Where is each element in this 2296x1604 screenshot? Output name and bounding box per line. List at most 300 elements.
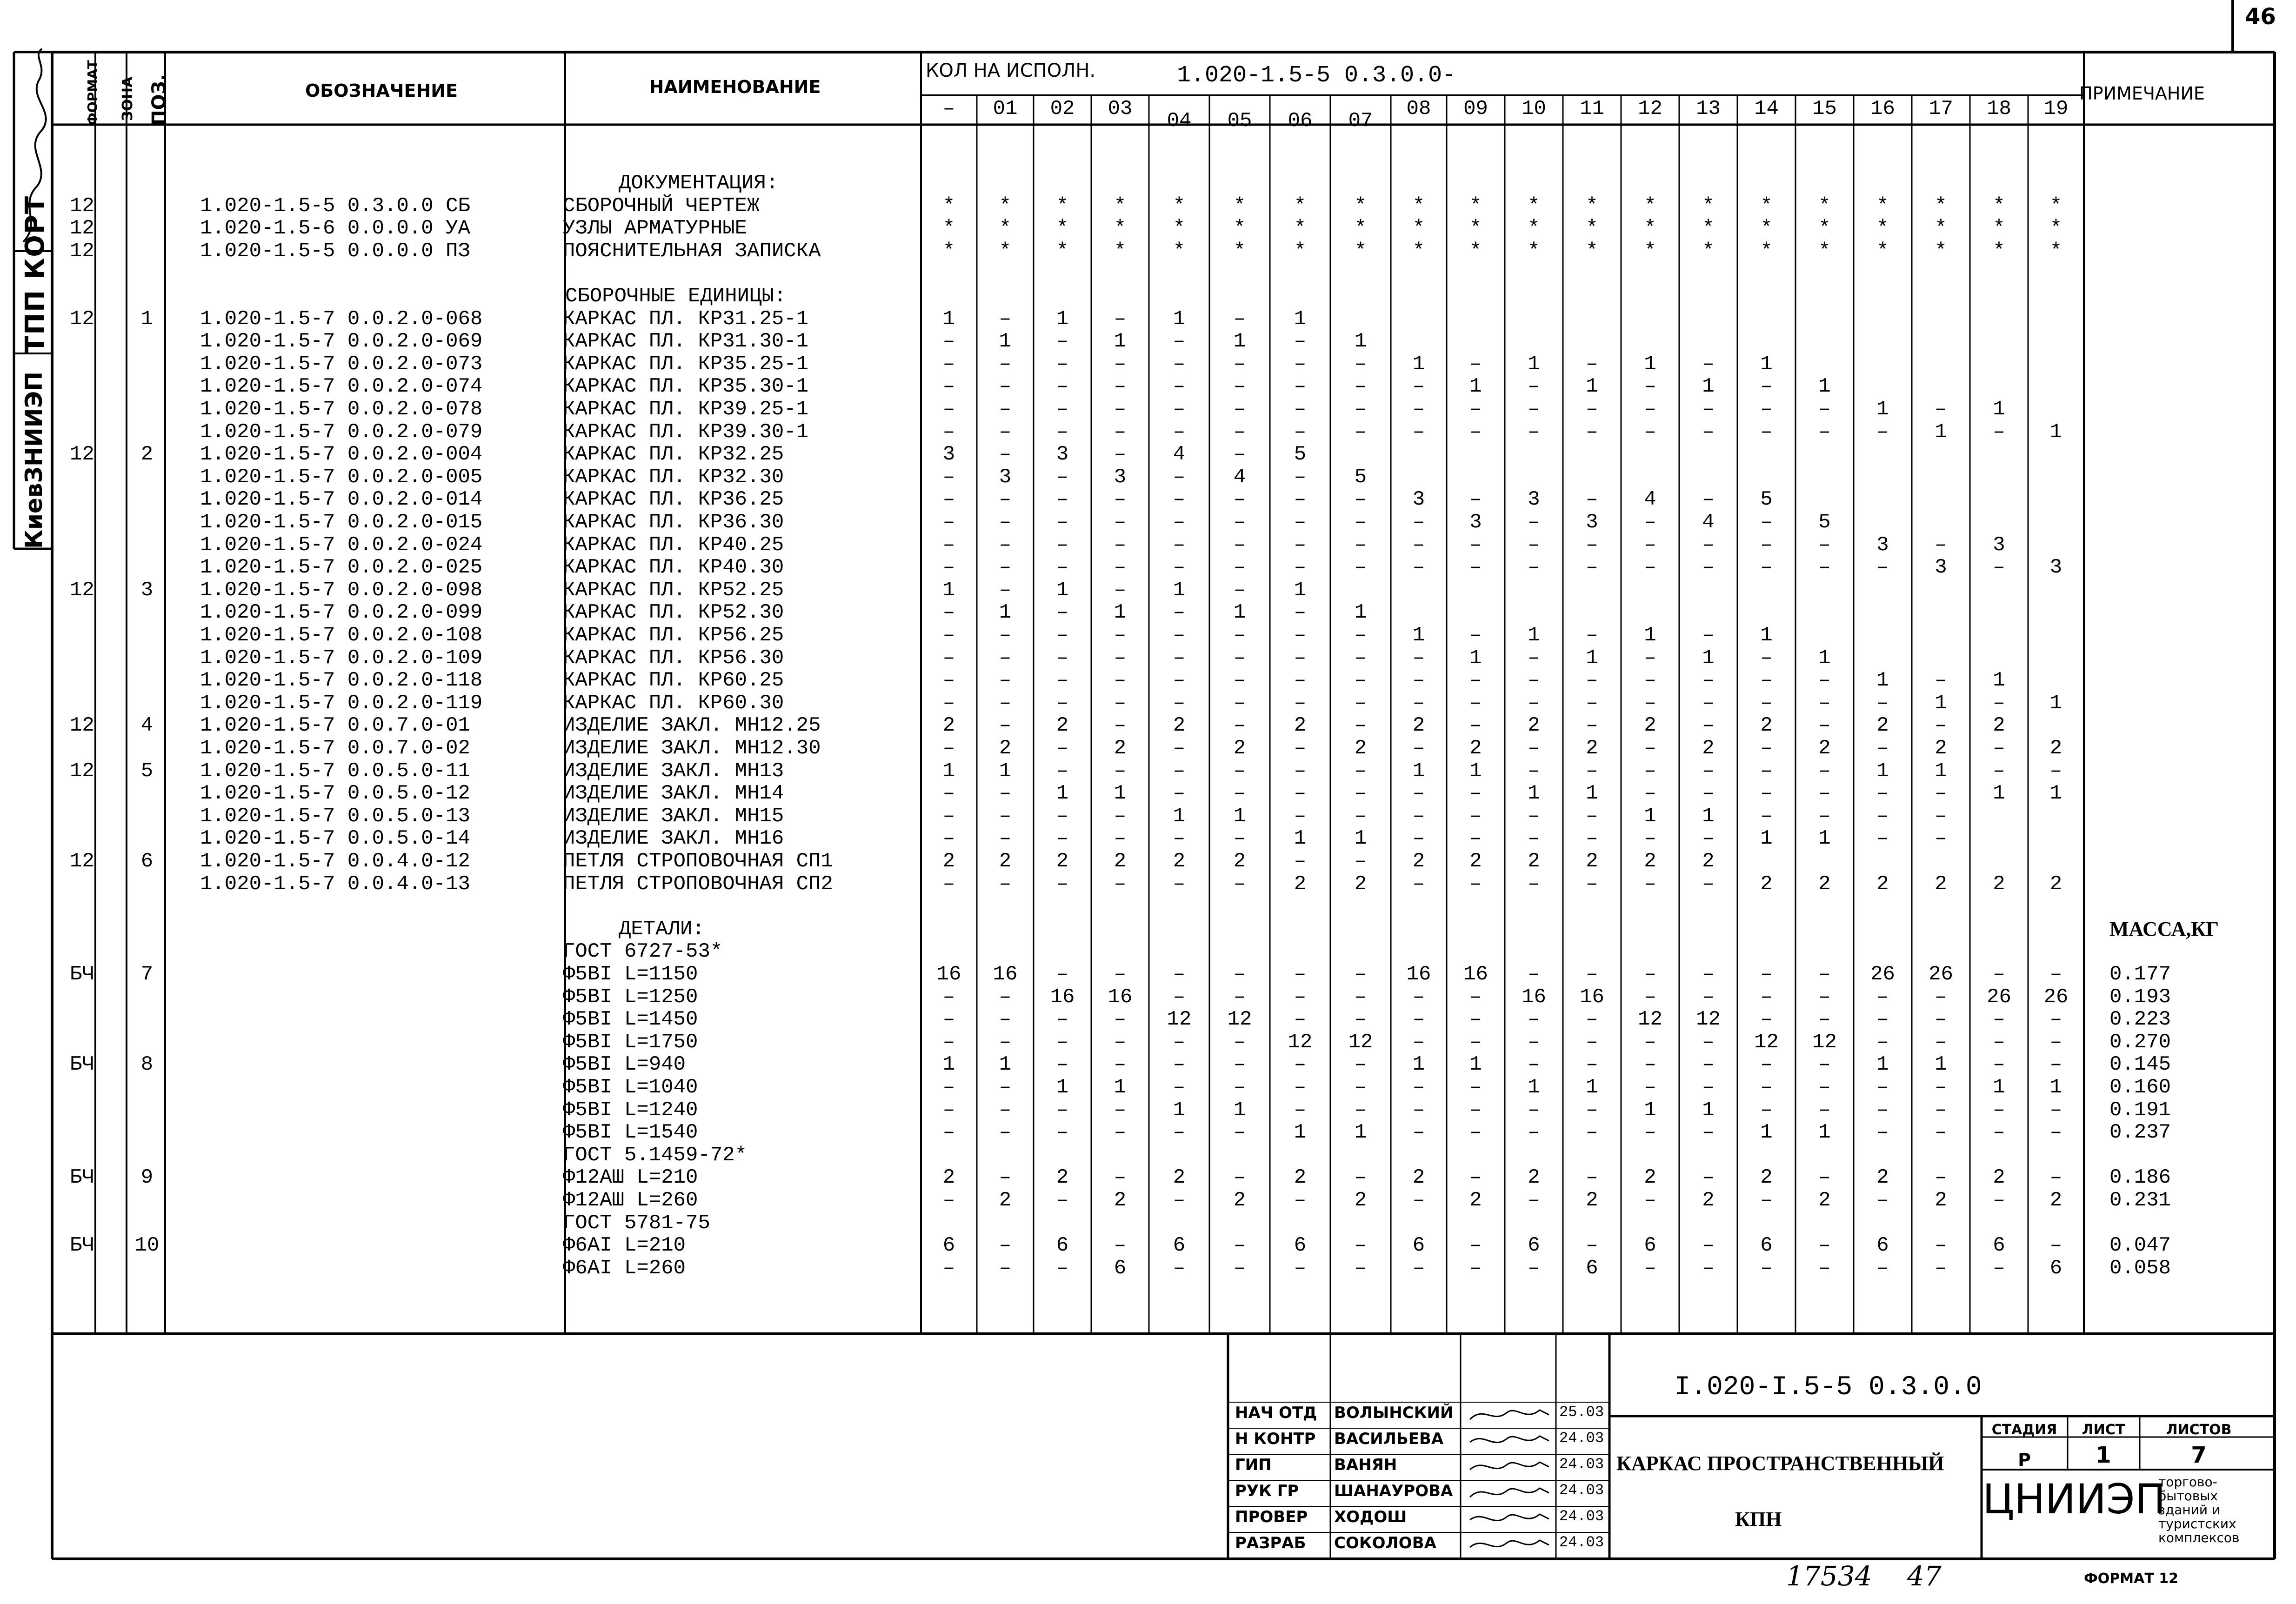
qty-cell: – — [1114, 963, 1127, 986]
row-name: ПОЯСНИТЕЛЬНАЯ ЗАПИСКА — [563, 239, 821, 263]
row-name: Ф5BI L=1750 — [563, 1030, 698, 1054]
row-designation: 1.020-1.5-7 0.0.2.0-014 — [200, 488, 483, 512]
qty-cell: – — [1760, 804, 1773, 828]
qty-cell: 26 — [2043, 985, 2069, 1009]
qty-cell: – — [1294, 624, 1307, 647]
qty-cell: – — [1056, 1189, 1069, 1212]
qty-cell: – — [1528, 556, 1540, 579]
qty-cell: * — [1993, 217, 2005, 240]
qty-cell: – — [1114, 691, 1127, 715]
qty-cell: 2 — [1993, 1166, 2005, 1190]
qty-cell: – — [1412, 511, 1425, 534]
qty-cell: – — [1760, 511, 1773, 534]
qty-cell: – — [1056, 1256, 1069, 1280]
row-name: Ф12АШ L=210 — [563, 1166, 698, 1190]
qty-cell: – — [2049, 963, 2062, 986]
signer-role: ПРОВЕР — [1235, 1508, 1308, 1526]
qty-cell: – — [1993, 1256, 2005, 1280]
qty-cell: – — [1294, 669, 1307, 692]
qty-cell: – — [1173, 601, 1186, 625]
header-zone: ЗОНА — [120, 76, 136, 121]
row-format: БЧ — [70, 1166, 94, 1190]
doc-code: I.020-I.5-5 0.3.0.0 — [1674, 1372, 1982, 1403]
doc-stamp: ТПП КОРТ — [20, 195, 50, 353]
qty-cell: 2 — [2049, 872, 2062, 896]
row-format: БЧ — [70, 1234, 94, 1258]
signer-name: ВАСИЛЬЕВА — [1334, 1430, 1444, 1448]
qty-cell: 1 — [1173, 578, 1186, 602]
qty-cell: 2 — [1412, 714, 1425, 738]
qty-cell: 1 — [1993, 398, 2005, 421]
qty-cell: – — [1702, 624, 1715, 647]
qty-cell: – — [999, 1008, 1012, 1032]
qty-cell: – — [1528, 1121, 1540, 1145]
row-mass: 0.193 — [2109, 985, 2171, 1009]
qty-cell: – — [1233, 1256, 1246, 1280]
qty-cell: – — [2049, 1121, 2062, 1145]
row-designation: 1.020-1.5-7 0.0.2.0-119 — [200, 691, 483, 715]
qty-cell: – — [1233, 782, 1246, 805]
qty-cell: – — [2049, 1030, 2062, 1054]
row-mass: 0.160 — [2109, 1076, 2171, 1099]
qty-cell: – — [1233, 375, 1246, 399]
qty-cell: * — [1876, 239, 1889, 263]
qty-cell: – — [1586, 556, 1598, 579]
qty-cell: – — [1114, 511, 1127, 534]
qty-cell: * — [1935, 217, 1947, 240]
row-designation: 1.020-1.5-7 0.0.5.0-14 — [200, 827, 470, 851]
qty-cell: * — [1469, 217, 1482, 240]
qty-cell: – — [1818, 804, 1831, 828]
qty-cell: 2 — [999, 737, 1012, 760]
qty-cell: – — [1586, 1098, 1598, 1122]
qty-cell: – — [1173, 1189, 1186, 1212]
qty-cell: – — [1528, 691, 1540, 715]
row-name: КАРКАС ПЛ. КР40.25 — [563, 533, 784, 557]
stamp-signature — [14, 47, 56, 251]
qty-cell: – — [1469, 804, 1482, 828]
qty-cell: – — [1114, 420, 1127, 444]
signer-date: 24.03 — [1559, 1534, 1604, 1551]
variant-header: 03 — [1108, 97, 1133, 120]
qty-cell: 16 — [1580, 985, 1604, 1009]
qty-cell: 2 — [1702, 1189, 1715, 1212]
qty-cell: – — [1412, 398, 1425, 421]
qty-cell: – — [1294, 1008, 1307, 1032]
qty-cell: – — [1818, 669, 1831, 692]
qty-cell: * — [1354, 217, 1367, 240]
qty-cell: * — [1644, 239, 1656, 263]
qty-cell: 4 — [1644, 488, 1656, 512]
signer-role: Н КОНТР — [1235, 1430, 1316, 1448]
qty-cell: – — [1586, 420, 1598, 444]
qty-cell: 16 — [1406, 963, 1431, 986]
row-name: Ф5BI L=940 — [563, 1053, 686, 1077]
qty-cell: 6 — [1528, 1234, 1540, 1258]
qty-cell: – — [1586, 398, 1598, 421]
qty-cell: 2 — [1412, 850, 1425, 873]
qty-cell: 6 — [1993, 1234, 2005, 1258]
qty-cell: * — [942, 217, 955, 240]
qty-cell: – — [1644, 872, 1656, 896]
qty-cell: – — [942, 669, 955, 692]
qty-cell: – — [2049, 1234, 2062, 1258]
qty-cell: – — [942, 511, 955, 534]
qty-cell: – — [1702, 398, 1715, 421]
qty-cell: – — [1469, 669, 1482, 692]
qty-cell: – — [1760, 375, 1773, 399]
qty-cell: – — [1114, 804, 1127, 828]
qty-cell: – — [1528, 1189, 1540, 1212]
qty-cell: – — [1294, 850, 1307, 873]
qty-cell: – — [1586, 827, 1598, 851]
qty-cell: * — [999, 239, 1012, 263]
row-designation: 1.020-1.5-7 0.0.2.0-005 — [200, 465, 483, 489]
qty-cell: – — [1233, 443, 1246, 466]
qty-cell: 2 — [1528, 850, 1540, 873]
qty-cell: – — [1173, 985, 1186, 1009]
row-name: ГОСТ 5781-75 — [563, 1211, 710, 1235]
qty-cell: – — [1412, 1076, 1425, 1099]
qty-cell: – — [1233, 714, 1246, 738]
qty-cell: 16 — [1050, 985, 1075, 1009]
qty-cell: – — [1644, 556, 1656, 579]
qty-cell: – — [1469, 488, 1482, 512]
signer-role: НАЧ ОТД — [1235, 1404, 1317, 1422]
qty-cell: – — [1469, 1008, 1482, 1032]
row-name: Ф5BI L=1540 — [563, 1121, 698, 1145]
qty-cell: – — [942, 420, 955, 444]
qty-cell: – — [1876, 1121, 1889, 1145]
qty-cell: * — [1586, 194, 1598, 218]
qty-cell: 1 — [2049, 782, 2062, 805]
row-format: 12 — [70, 194, 94, 218]
qty-cell: 2 — [1702, 737, 1715, 760]
qty-cell: – — [1760, 963, 1773, 986]
qty-cell: 4 — [1702, 511, 1715, 534]
qty-cell: – — [1469, 1256, 1482, 1280]
qty-cell: – — [1354, 375, 1367, 399]
row-name: ПЕТЛЯ СТРОПОВОЧНАЯ СП2 — [563, 872, 833, 896]
qty-cell: 6 — [2049, 1256, 2062, 1280]
qty-cell: – — [2049, 759, 2062, 783]
qty-cell: – — [1056, 352, 1069, 376]
qty-cell: – — [999, 307, 1012, 331]
row-designation: 1.020-1.5-7 0.0.2.0-024 — [200, 533, 483, 557]
qty-cell: – — [1173, 1030, 1186, 1054]
qty-cell: – — [999, 578, 1012, 602]
row-name: КАРКАС ПЛ. КР32.30 — [563, 465, 784, 489]
qty-cell: * — [1354, 239, 1367, 263]
qty-cell: 1 — [1469, 1053, 1482, 1077]
qty-cell: – — [1469, 352, 1482, 376]
qty-cell: 12 — [1696, 1008, 1721, 1032]
qty-cell: – — [942, 691, 955, 715]
qty-cell: 1 — [1294, 1121, 1307, 1145]
row-position: 10 — [134, 1234, 160, 1258]
row-format: 12 — [70, 217, 94, 240]
qty-cell: 2 — [1528, 714, 1540, 738]
qty-cell: – — [1702, 782, 1715, 805]
qty-cell: – — [999, 1098, 1012, 1122]
qty-cell: – — [942, 398, 955, 421]
org-subtitle-line: комплексов — [2158, 1530, 2240, 1545]
qty-cell: 3 — [1935, 556, 1947, 579]
qty-cell: – — [1354, 714, 1367, 738]
qty-cell: 1 — [2049, 691, 2062, 715]
qty-cell: 1 — [1876, 669, 1889, 692]
qty-cell: – — [1586, 872, 1598, 896]
qty-cell: 1 — [1114, 330, 1127, 353]
qty-cell: – — [1993, 556, 2005, 579]
qty-cell: – — [1935, 782, 1947, 805]
qty-cell: 1 — [1354, 601, 1367, 625]
row-designation: 1.020-1.5-7 0.0.5.0-11 — [200, 759, 470, 783]
qty-cell: – — [1586, 1234, 1598, 1258]
qty-cell: 1 — [1173, 804, 1186, 828]
qty-cell: – — [1469, 714, 1482, 738]
qty-cell: – — [1354, 669, 1367, 692]
qty-cell: 1 — [1935, 759, 1947, 783]
qty-cell: * — [2049, 217, 2062, 240]
qty-cell: – — [1469, 872, 1482, 896]
qty-cell: 1 — [1876, 759, 1889, 783]
qty-cell: 1 — [1644, 624, 1656, 647]
qty-cell: – — [1354, 533, 1367, 557]
qty-cell: 3 — [942, 443, 955, 466]
qty-cell: 26 — [1870, 963, 1895, 986]
qty-cell: 2 — [1818, 1189, 1831, 1212]
qty-cell: – — [1056, 1053, 1069, 1077]
qty-cell: 1 — [1993, 782, 2005, 805]
signer-role: РУК ГР — [1235, 1482, 1299, 1500]
row-name: ИЗДЕЛИЕ ЗАКЛ. МН12.30 — [563, 737, 821, 760]
qty-cell: 1 — [1294, 307, 1307, 331]
qty-cell: 16 — [1522, 985, 1546, 1009]
qty-cell: 1 — [1528, 782, 1540, 805]
qty-cell: * — [942, 194, 955, 218]
qty-cell: – — [1354, 646, 1367, 670]
qty-cell: – — [999, 1166, 1012, 1190]
qty-cell: – — [1056, 533, 1069, 557]
signer-name: ВАНЯН — [1334, 1456, 1397, 1474]
qty-cell: – — [1233, 556, 1246, 579]
qty-cell: – — [1644, 737, 1656, 760]
qty-cell: – — [1644, 1076, 1656, 1099]
qty-cell: 1 — [1993, 1076, 2005, 1099]
row-format: 12 — [70, 307, 94, 331]
qty-cell: 2 — [1935, 737, 1947, 760]
qty-cell: 2 — [1114, 1189, 1127, 1212]
qty-cell: 2 — [1586, 850, 1598, 873]
qty-cell: – — [1528, 804, 1540, 828]
qty-cell: – — [1469, 691, 1482, 715]
qty-cell: – — [1294, 782, 1307, 805]
qty-cell: – — [1354, 691, 1367, 715]
qty-cell: * — [1993, 239, 2005, 263]
signer-role: ГИП — [1235, 1456, 1272, 1474]
qty-cell: – — [1354, 804, 1367, 828]
qty-cell: – — [1173, 488, 1186, 512]
qty-cell: – — [1233, 827, 1246, 851]
row-mass: 0.145 — [2109, 1053, 2171, 1077]
qty-cell: – — [1760, 1098, 1773, 1122]
qty-cell: – — [1412, 1008, 1425, 1032]
row-mass: 0.237 — [2109, 1121, 2171, 1145]
signature — [1465, 1507, 1554, 1531]
qty-cell: – — [1702, 1053, 1715, 1077]
qty-cell: 2 — [1644, 850, 1656, 873]
qty-cell: * — [1056, 239, 1069, 263]
mass-header: МАССА,КГ — [2109, 917, 2219, 940]
header-note: ПРИМЕЧАНИЕ — [2079, 83, 2205, 104]
qty-cell: – — [1056, 827, 1069, 851]
row-designation: 1.020-1.5-5 0.3.0.0 СБ — [200, 194, 470, 218]
qty-cell: – — [1294, 398, 1307, 421]
qty-cell: – — [1469, 1166, 1482, 1190]
row-name: СБОРОЧНЫЕ ЕДИНИЦЫ: — [565, 285, 787, 308]
qty-cell: – — [1876, 1030, 1889, 1054]
qty-cell: – — [1173, 398, 1186, 421]
qty-cell: 2 — [1173, 1166, 1186, 1190]
qty-cell: – — [1114, 352, 1127, 376]
stage-value: Р — [2018, 1450, 2031, 1470]
qty-cell: 1 — [1294, 578, 1307, 602]
qty-cell: 2 — [1354, 737, 1367, 760]
qty-cell: – — [1294, 1076, 1307, 1099]
qty-cell: 2 — [1114, 850, 1127, 873]
qty-cell: * — [1876, 194, 1889, 218]
qty-cell: – — [2049, 1098, 2062, 1122]
qty-cell: – — [1173, 827, 1186, 851]
qty-cell: * — [1469, 194, 1482, 218]
qty-cell: 2 — [942, 850, 955, 873]
row-name: УЗЛЫ АРМАТУРНЫЕ — [563, 217, 748, 240]
qty-cell: – — [1760, 759, 1773, 783]
qty-cell: * — [1056, 194, 1069, 218]
qty-cell: – — [1056, 398, 1069, 421]
row-designation: 1.020-1.5-7 0.0.2.0-068 — [200, 307, 483, 331]
qty-cell: 1 — [1469, 759, 1482, 783]
qty-cell: – — [1935, 1008, 1947, 1032]
qty-cell: – — [1233, 420, 1246, 444]
qty-cell: 1 — [1702, 1098, 1715, 1122]
qty-cell: – — [1469, 1098, 1482, 1122]
qty-cell: – — [1294, 804, 1307, 828]
qty-cell: – — [1233, 352, 1246, 376]
qty-cell: – — [1354, 1256, 1367, 1280]
row-position: 7 — [140, 963, 154, 986]
qty-cell: – — [999, 872, 1012, 896]
page-number: 46 — [2245, 4, 2276, 30]
qty-cell: – — [1818, 1098, 1831, 1122]
qty-cell: – — [1760, 691, 1773, 715]
qty-cell: – — [1233, 1234, 1246, 1258]
qty-cell: 1 — [942, 307, 955, 331]
qty-cell: – — [942, 1189, 955, 1212]
signer-name: ШАНАУРОВА — [1334, 1482, 1453, 1500]
qty-cell: – — [1469, 1234, 1482, 1258]
qty-cell: – — [1935, 398, 1947, 421]
qty-cell: – — [1233, 1166, 1246, 1190]
variant-header: 10 — [1522, 97, 1546, 120]
qty-cell: – — [1935, 533, 1947, 557]
qty-cell: – — [1233, 488, 1246, 512]
row-format: 12 — [70, 578, 94, 602]
qty-cell: – — [1818, 759, 1831, 783]
variant-header: 08 — [1406, 97, 1431, 120]
qty-cell: – — [1702, 556, 1715, 579]
qty-cell: – — [1760, 1053, 1773, 1077]
qty-cell: * — [1056, 217, 1069, 240]
qty-cell: – — [1818, 1008, 1831, 1032]
qty-cell: – — [1876, 1189, 1889, 1212]
qty-cell: * — [999, 194, 1012, 218]
qty-cell: – — [1469, 1030, 1482, 1054]
row-mass: 0.058 — [2109, 1256, 2171, 1280]
qty-cell: – — [1702, 1030, 1715, 1054]
qty-cell: – — [1056, 488, 1069, 512]
qty-cell: – — [1876, 1256, 1889, 1280]
qty-cell: – — [1412, 1121, 1425, 1145]
variant-header: 12 — [1638, 97, 1662, 120]
qty-cell: – — [1935, 1234, 1947, 1258]
qty-cell: – — [1586, 533, 1598, 557]
qty-cell: – — [1114, 759, 1127, 783]
qty-cell: 6 — [1412, 1234, 1425, 1258]
header-designation: ОБОЗНАЧЕНИЕ — [305, 80, 458, 101]
qty-cell: – — [1233, 511, 1246, 534]
qty-cell: 2 — [1935, 1189, 1947, 1212]
qty-cell: * — [1294, 217, 1307, 240]
qty-cell: – — [1294, 1256, 1307, 1280]
qty-cell: – — [999, 624, 1012, 647]
qty-cell: – — [1818, 691, 1831, 715]
row-position: 3 — [140, 578, 154, 602]
qty-cell: – — [1173, 511, 1186, 534]
stage-label: СТАДИЯ — [1991, 1422, 2057, 1438]
qty-cell: – — [999, 375, 1012, 399]
qty-cell: – — [1993, 1098, 2005, 1122]
qty-cell: – — [1173, 352, 1186, 376]
qty-cell: * — [1173, 194, 1186, 218]
qty-cell: 2 — [1760, 872, 1773, 896]
qty-cell: – — [1173, 1053, 1186, 1077]
qty-cell: – — [1876, 1076, 1889, 1099]
qty-cell: 2 — [1760, 1166, 1773, 1190]
qty-cell: – — [1935, 669, 1947, 692]
qty-cell: – — [1760, 398, 1773, 421]
row-position: 1 — [140, 307, 154, 331]
qty-cell: * — [1294, 239, 1307, 263]
qty-cell: – — [1818, 556, 1831, 579]
qty-cell: 1 — [1294, 827, 1307, 851]
qty-cell: 1 — [1233, 601, 1246, 625]
qty-cell: 3 — [2049, 556, 2062, 579]
row-format: БЧ — [70, 1053, 94, 1077]
doc-title-line1: КАРКАС ПРОСТРАНСТВЕННЫЙ — [1616, 1452, 1944, 1475]
qty-cell: – — [1056, 646, 1069, 670]
qty-cell: – — [1294, 465, 1307, 489]
qty-cell: – — [1935, 714, 1947, 738]
signer-date: 24.03 — [1559, 1482, 1604, 1499]
qty-cell: – — [1233, 759, 1246, 783]
qty-cell: – — [942, 352, 955, 376]
qty-cell: – — [1702, 1256, 1715, 1280]
qty-cell: – — [942, 804, 955, 828]
qty-cell: – — [942, 827, 955, 851]
qty-cell: 2 — [1294, 872, 1307, 896]
